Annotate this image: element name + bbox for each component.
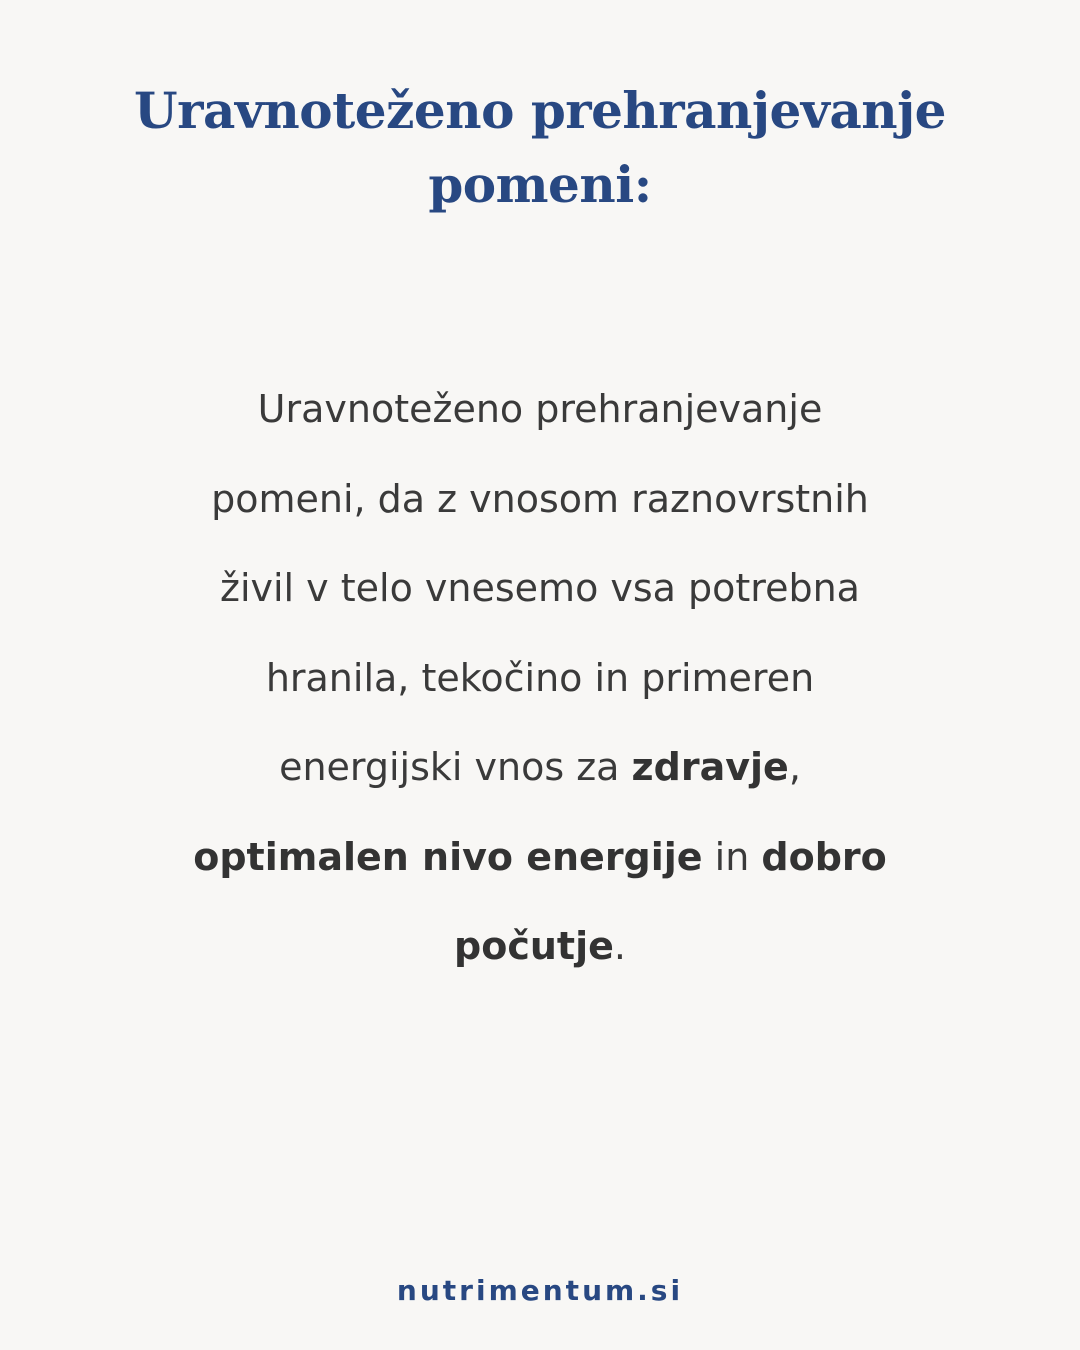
title-line-2: pomeni: [428,155,652,214]
description-paragraph [120,365,960,992]
emphasis-good: dobro [761,834,887,879]
description-line-7 [120,902,960,992]
description-line-5 [120,723,960,813]
description-line-2: pomeni, da z vnosom raznovrstnih [211,476,869,521]
page-title [90,74,990,222]
description-line-3: živil v telo vnesemo vsa potrebna [220,566,860,610]
emphasis-health: zdravje [631,745,789,789]
description-line-1: Uravnoteženo prehranjevanje [257,387,823,431]
title-line-1: Uravnoteženo prehranjevanje [134,81,946,140]
line-7-punct: . [613,924,626,968]
line-6-text: in [702,834,762,879]
emphasis-wellbeing: počutje [454,924,614,968]
description-line-4: hranila, tekočino in primeren [265,655,815,700]
line-5-text: energijski vnos za [279,745,632,789]
line-5-punct: , [788,745,801,789]
brand-website: nutrimentum.si [396,1274,684,1307]
description-line-6 [120,813,960,903]
emphasis-energy: optimalen nivo energije [193,834,703,879]
